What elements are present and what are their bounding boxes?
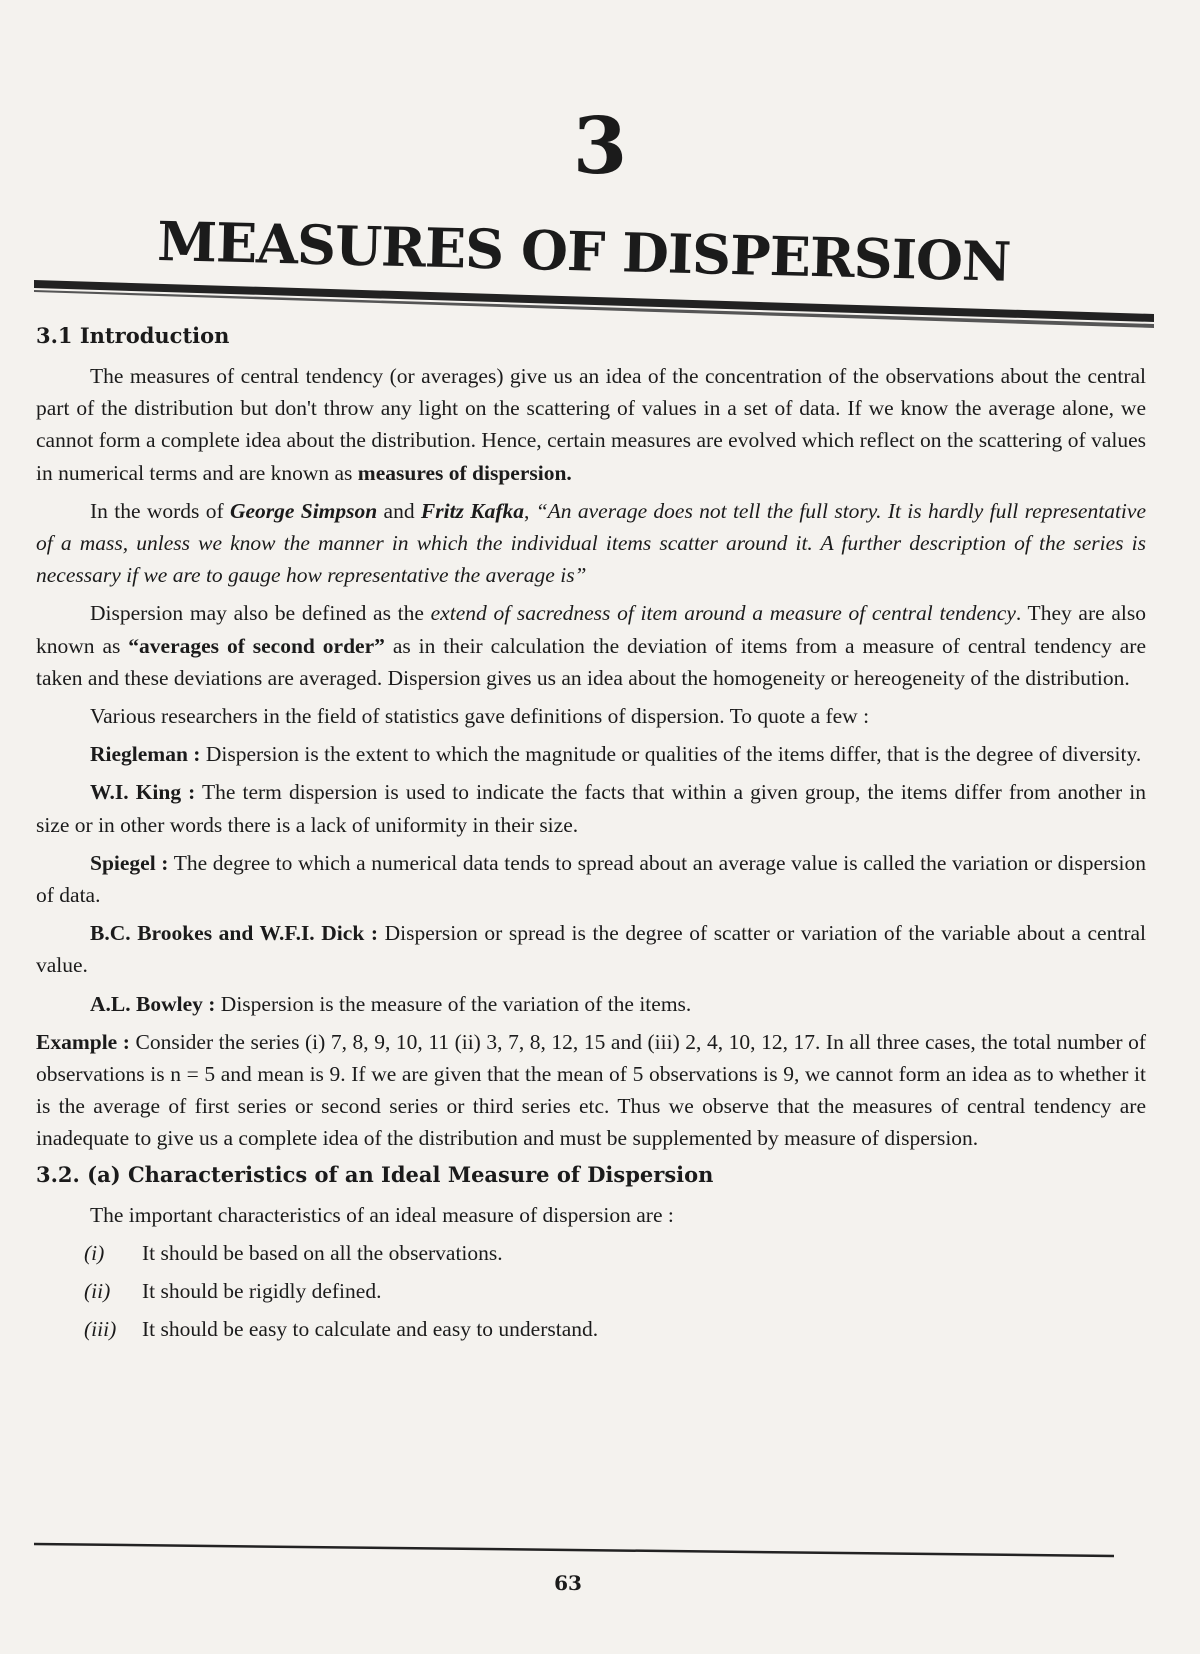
characteristics-list (36, 1237, 1146, 1346)
simpson-kafka-paragraph: In the words of George Simpson and Fritz Kafka, “An average does not tell the full story. It is hardly full representative of a mass, unless we know the manner in which the individual items scatter around it. A further description of the series is necessary if we are to gauge how representative the average is” (36, 498, 1146, 588)
author-name: Fritz Kafka (420, 498, 524, 523)
definition-item: A.L. Bowley : Dispersion is the measure of the variation of the items. (90, 991, 692, 1016)
definition-item: W.I. King : The term dispersion is used to indicate the facts that within a given group, the items differ from another in size or in other words there is a lack of uniformity in their size. (36, 780, 1146, 837)
definition-item: Riegleman : Dispersion is the extent to which the magnitude or qualities of the items differ, that is the degree of diversity. (90, 742, 1142, 767)
term-measures-of-dispersion: measures of dispersion. (357, 460, 572, 485)
section-heading-introduction: 3.1 Introduction (36, 323, 230, 348)
list-item: (i) It should be based on all the observations. (84, 1240, 503, 1265)
chapter-number: 3 (572, 101, 628, 192)
list-item: (ii) It should be rigidly defined. (84, 1279, 382, 1304)
author-name: George Simpson (229, 498, 378, 523)
page-content (36, 322, 1146, 1351)
chapter-title: MEASURES OF DISPERSION (156, 209, 1012, 294)
second-order-paragraph: Dispersion may also be defined as the extend of sacredness of item around a measure of central tendency. They are also known as “averages of second order” as in their calculation the deviation of items from a measure of central tendency are taken and these deviations are averaged. Dispersion gives us an idea about the homogeneity or hereogeneity of the distribution. (36, 601, 1147, 690)
definition-item: B.C. Brookes and W.F.I. Dick : Dispersion or spread is the degree of scatter or variation of the variable about a central value. (36, 921, 1147, 978)
quote-text: “An average does not tell the full story. It is hardly full representative of a mass, unless we know the manner in which the individual items scatter around it. A further description of the series is necessary if we are to gauge how representative the average is” (36, 498, 1146, 588)
definitions-intro: Various researchers in the field of statistics gave definitions of dispersion. To quote a few : (90, 704, 870, 729)
example-paragraph: Example : Consider the series (i) 7, 8, 9, 10, 11 (ii) 3, 7, 8, 12, 15 and (iii) 2, 4, 10, 12, 17. In all three cases, the total number of observations is n = 5 and mean is 9. If we are given that the mean of 5 observations is 9, we cannot form an idea as to whether it is the average of first series or second series or third series etc. Thus we observe that the measures of central tendency are inadequate to give us a complete idea of the distribution and must be supplemented by measure of dispersion. (36, 1029, 1146, 1151)
definition-item: Spiegel : The degree to which a numerical data tends to spread about an average value is called the variation or dispersion of data. (36, 850, 1146, 908)
section-heading-characteristics: 3.2. (a) Characteristics of an Ideal Measure of Dispersion (36, 1161, 714, 1187)
list-item: (iii) It should be easy to calculate and easy to understand. (84, 1317, 599, 1342)
term-averages-second-order: “averages of second order” (128, 633, 385, 658)
characteristics-intro: The important characteristics of an ideal measure of dispersion are : (90, 1202, 674, 1227)
intro-paragraph: The measures of central tendency (or averages) give us an idea of the concentration of the observations about the central part of the distribution but don't throw any light on the scattering of values in a set of data. If we know the average alone, we cannot form a complete idea about the distribution. Hence, certain measures are evolved which reflect on the scattering of values in numerical terms and are known as measures of dispersion. (36, 364, 1146, 485)
page-number: 63 (554, 1571, 582, 1595)
footer-rule (34, 1540, 1114, 1560)
